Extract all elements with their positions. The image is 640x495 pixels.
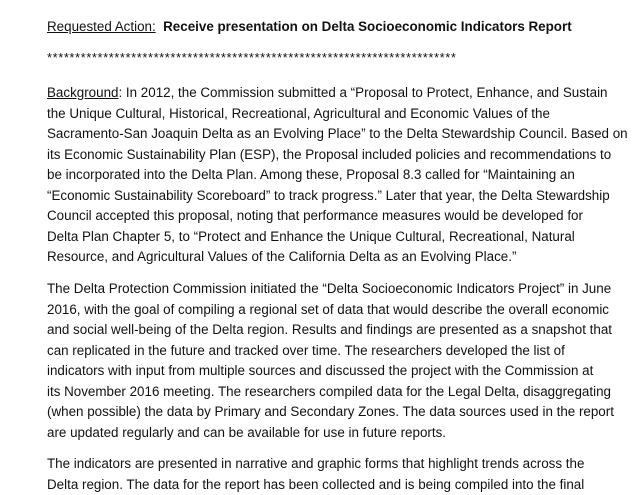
background-line-9: Resource, and Agricultural Values of the California Delta as an Evolving Place.” — [47, 249, 517, 264]
background-line-5: be incorporated into the Delta Plan. Among these, Proposal 8.3 called for “Maintaining an — [47, 167, 575, 182]
background-line-1 — [47, 83, 608, 103]
background-text-1: : In 2012, the Commission submitted a “Proposal to Protect, Enhance, and Sustain — [118, 85, 608, 100]
background-line-3: Sacramento-San Joaquin Delta as an Evolving Place” to the Delta Stewardship Council. Based on — [47, 126, 628, 141]
paragraph2-line-3: and social well-being of the Delta region. Results and findings are presented as a snapshot that — [47, 322, 612, 337]
background-line-7: Council accepted this proposal, noting that performance measures would be developed for — [47, 208, 583, 223]
background-line-8: Delta Plan Chapter 5, to “Protect and Enhance the Unique Cultural, Recreational, Natural — [47, 228, 575, 244]
background-line-4: its Economic Sustainability Plan (ESP), the Proposal included policies and recommendations to — [47, 146, 612, 162]
paragraph2-line-2: 2016, with the goal of compiling a regional set of data that would describe the overall economic — [47, 301, 610, 317]
paragraph3-line-1: The indicators are presented in narrative and graphic forms that highlight trends across the — [47, 456, 585, 471]
paragraph2-line-7: (when possible) the data by Primary and Secondary Zones. The data sources used in the report — [47, 404, 614, 419]
requested-action-text: Receive presentation on Delta Socioeconomic Indicators Report — [163, 19, 572, 34]
paragraph2-line-1: The Delta Protection Commission initiated the “Delta Socioeconomic Indicators Project” in June — [47, 281, 612, 296]
requested-action-line — [47, 17, 572, 37]
paragraph2-line-8: are updated regularly and can be available for use in future reports. — [47, 424, 446, 440]
paragraph2-line-5: indicators with input from multiple sources and discussed the project with the Commission at — [47, 363, 594, 378]
background-label: Background — [47, 85, 119, 100]
background-line-2: the Unique Cultural, Historical, Recreational, Agricultural and Economic Values of the — [47, 105, 550, 121]
background-line-6: “Economic Sustainability Scoreboard” to track progress.” Later that year, the Delta Stewardship — [47, 187, 610, 203]
paragraph3-line-2: Delta region. The data for the report has been collected and is being compiled into the final — [47, 476, 585, 492]
paragraph2-line-6: its November 2016 meeting. The researchers compiled data for the Legal Delta, disaggregating — [47, 383, 611, 399]
requested-action-label: Requested Action: — [47, 19, 156, 34]
paragraph2-line-4: can replicated in the future and tracked over time. The researchers developed the list of — [47, 342, 565, 358]
separator-line: ************************************************************************* — [47, 50, 457, 65]
